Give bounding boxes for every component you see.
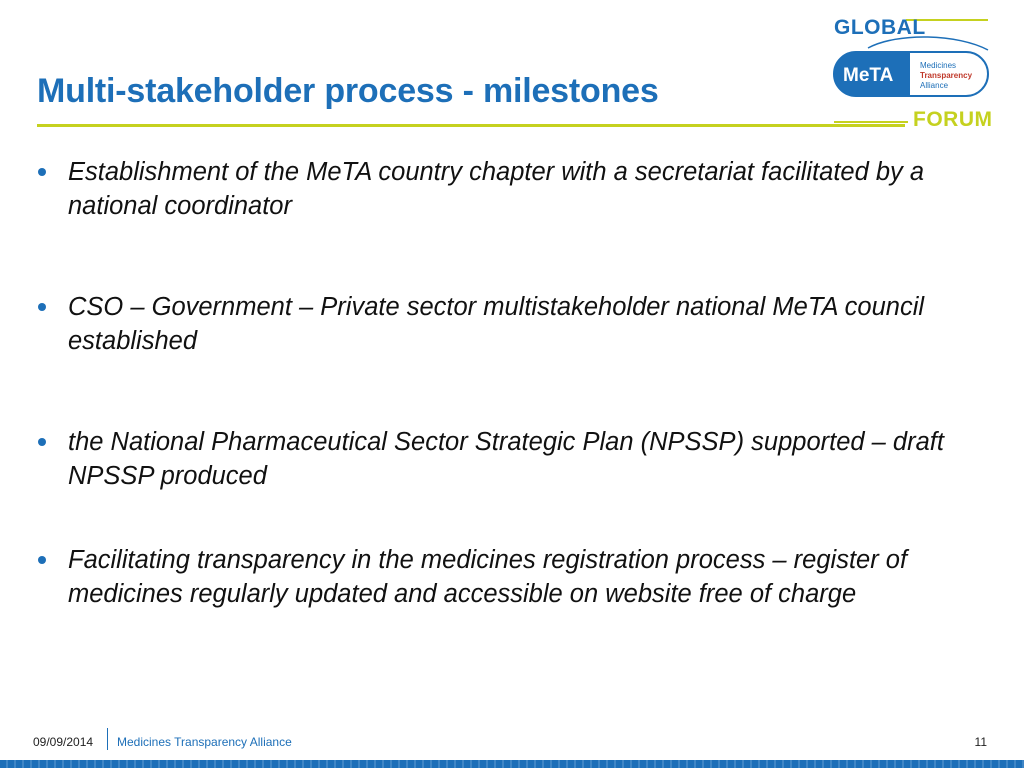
logo-global-text: GLOBAL xyxy=(834,16,926,39)
bullet-dot-icon xyxy=(38,303,46,311)
bullet-text: the National Pharmaceutical Sector Strategic Plan (NPSSP) supported – draft NPSSP produced xyxy=(68,428,944,490)
logo-sub-line-2: Transparency xyxy=(920,71,973,80)
bullet-text: Facilitating transparency in the medicines registration process – register of medicines regularly updated and accessible on website free of charge xyxy=(68,546,908,608)
bullet-text: Establishment of the MeTA country chapter with a secretariat facilitated by a national coordinator xyxy=(68,158,925,220)
bullet-text: CSO – Government – Private sector multistakeholder national MeTA council established xyxy=(68,293,925,355)
bullet-dot-icon xyxy=(38,168,46,176)
footer-separator xyxy=(107,728,108,750)
footer-bar xyxy=(0,760,1024,768)
slide-title: Multi-stakeholder process - milestones xyxy=(37,72,659,110)
footer-organization: Medicines Transparency Alliance xyxy=(117,735,292,749)
bullet-dot-icon xyxy=(38,556,46,564)
logo-sub-line-3: Alliance xyxy=(920,81,949,90)
bullet-dot-icon xyxy=(38,438,46,446)
logo-meta-text: MeTA xyxy=(843,65,894,86)
page-number: 11 xyxy=(974,735,987,749)
title-underline xyxy=(37,124,905,127)
footer-date: 09/09/2014 xyxy=(33,735,94,749)
global-forum-logo xyxy=(828,10,998,132)
logo-forum-text: FORUM xyxy=(913,108,993,131)
logo-sub-line-1: Medicines xyxy=(920,61,957,70)
